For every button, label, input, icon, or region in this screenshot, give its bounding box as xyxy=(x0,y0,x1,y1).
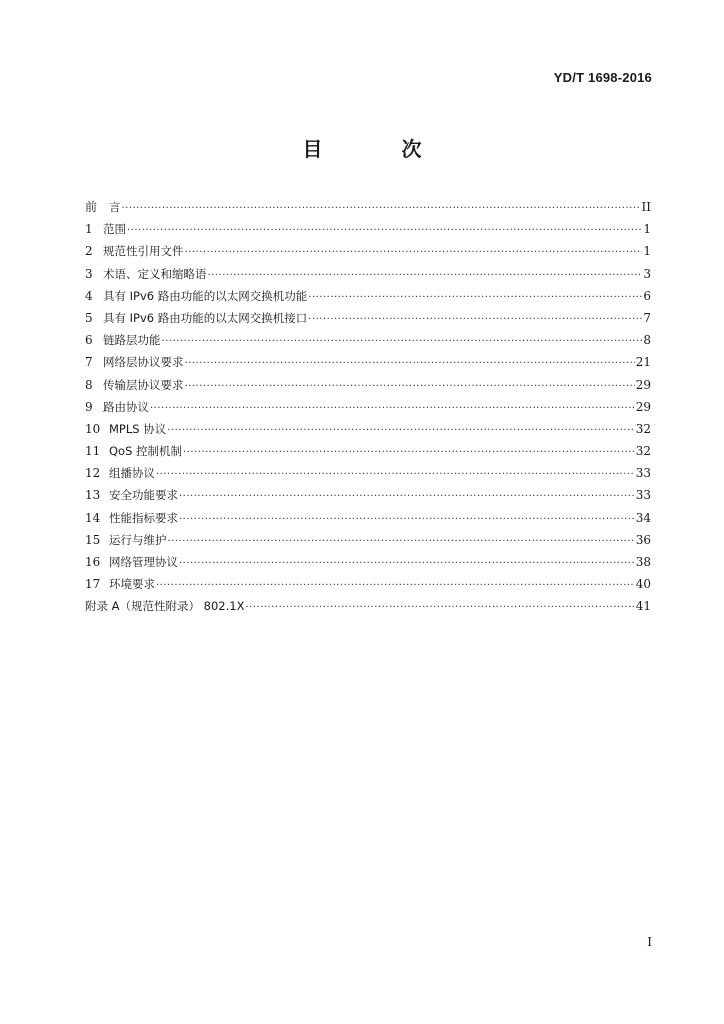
toc-entry-number: 16 xyxy=(85,555,101,569)
toc-entry-page: 32 xyxy=(635,444,651,459)
toc-leader-dots xyxy=(150,398,635,420)
toc-entry-page: II xyxy=(641,200,651,214)
toc-leader-dots xyxy=(156,464,635,486)
toc-leader-dots xyxy=(183,442,635,464)
toc-entry-number: 6 xyxy=(85,333,93,348)
toc-entry[interactable] xyxy=(85,396,651,418)
page-number: I xyxy=(647,935,652,949)
page-title: 目 次 xyxy=(302,137,458,161)
toc-entry-page: 36 xyxy=(635,532,651,547)
toc-entry[interactable] xyxy=(85,440,651,462)
toc-entry-number: 5 xyxy=(85,310,93,325)
toc-entry-page: 29 xyxy=(635,399,651,414)
toc-entry-title: 网络管理协议 xyxy=(109,555,178,569)
toc-leader-dots xyxy=(162,331,643,353)
toc-entry[interactable] xyxy=(85,263,651,285)
toc-entry-number: 前 xyxy=(85,200,98,214)
toc-leader-dots xyxy=(127,220,642,242)
toc-entry-page: 41 xyxy=(635,599,651,614)
toc-entry-title: 传输层协议要求 xyxy=(103,377,184,392)
toc-entry-page: 3 xyxy=(643,266,651,281)
toc-entry[interactable] xyxy=(85,484,651,506)
toc-entry[interactable] xyxy=(85,196,651,218)
toc-entry-number: 1 xyxy=(85,222,93,237)
toc-entry-number: 11 xyxy=(85,444,101,459)
table-of-contents xyxy=(85,196,651,618)
toc-entry[interactable] xyxy=(85,595,651,617)
toc-entry[interactable] xyxy=(85,218,651,240)
toc-leader-dots xyxy=(308,309,642,331)
toc-entry-title: 组播协议 xyxy=(109,466,155,481)
toc-entry-number: 4 xyxy=(85,288,93,303)
toc-entry[interactable] xyxy=(85,418,651,440)
toc-entry-page: 1 xyxy=(643,244,651,259)
toc-entry-title: 具有 IPv6 路由功能的以太网交换机功能 xyxy=(103,288,308,303)
toc-entry-title: 环境要求 xyxy=(109,577,155,592)
toc-leader-dots xyxy=(179,553,635,575)
toc-entry-title: 安全功能要求 xyxy=(109,488,178,503)
toc-entry-number: 17 xyxy=(85,577,101,592)
toc-leader-dots xyxy=(179,509,635,531)
toc-entry[interactable] xyxy=(85,307,651,329)
toc-entry[interactable] xyxy=(85,507,651,529)
toc-entry[interactable] xyxy=(85,351,651,373)
toc-entry-number: 8 xyxy=(85,377,93,392)
toc-entry[interactable] xyxy=(85,374,651,396)
toc-entry-page: 33 xyxy=(635,466,651,481)
toc-entry-page: 7 xyxy=(643,310,651,325)
toc-entry-title: MPLS 协议 xyxy=(109,421,167,436)
toc-leader-dots xyxy=(168,531,635,553)
toc-leader-dots xyxy=(308,287,642,309)
toc-entry[interactable] xyxy=(85,529,651,551)
toc-leader-dots xyxy=(156,575,635,597)
toc-entry-page: 6 xyxy=(643,288,651,303)
toc-entry-title: 规范性引用文件 xyxy=(103,244,184,259)
toc-leader-dots xyxy=(179,486,635,508)
toc-entry-page: 1 xyxy=(643,222,651,237)
toc-entry-page: 33 xyxy=(635,488,651,503)
toc-entry-page: 34 xyxy=(635,510,651,525)
toc-entry-title: 运行与维护 xyxy=(109,532,167,547)
toc-entry-page: 32 xyxy=(635,421,651,436)
toc-entry-page: 8 xyxy=(643,333,651,348)
toc-entry-title: 附录 A（规范性附录） 802.1X xyxy=(85,599,245,614)
toc-entry-title: 网络层协议要求 xyxy=(103,355,184,370)
toc-entry-number: 7 xyxy=(85,355,93,370)
toc-entry[interactable] xyxy=(85,240,651,262)
toc-entry-title: 范围 xyxy=(103,222,126,237)
toc-entry-title: QoS 控制机制 xyxy=(109,444,183,459)
toc-entry-number: 10 xyxy=(85,421,101,436)
toc-entry-title: 性能指标要求 xyxy=(109,510,178,525)
toc-entry-page: 38 xyxy=(635,555,651,569)
toc-leader-dots xyxy=(167,420,634,442)
toc-leader-dots xyxy=(185,242,643,264)
toc-entry-number: 14 xyxy=(85,510,101,525)
toc-entry[interactable] xyxy=(85,462,651,484)
toc-entry-number: 3 xyxy=(85,266,93,281)
toc-leader-dots xyxy=(122,198,641,220)
toc-entry-title: 具有 IPv6 路由功能的以太网交换机接口 xyxy=(103,310,308,325)
toc-entry-title: 术语、定义和缩略语 xyxy=(103,266,207,281)
toc-leader-dots xyxy=(245,597,634,619)
toc-entry-number: 15 xyxy=(85,532,101,547)
toc-entry-number: 12 xyxy=(85,466,101,481)
toc-entry[interactable] xyxy=(85,551,651,573)
toc-entry-number: 2 xyxy=(85,244,93,259)
toc-entry-page: 29 xyxy=(635,377,651,392)
toc-leader-dots xyxy=(185,376,635,398)
toc-entry[interactable] xyxy=(85,573,651,595)
toc-entry-page: 21 xyxy=(635,355,651,370)
toc-entry-page: 40 xyxy=(635,577,651,592)
toc-leader-dots xyxy=(185,353,635,375)
toc-entry-title: 链路层功能 xyxy=(103,333,161,348)
toc-leader-dots xyxy=(208,265,643,287)
document-code: YD/T 1698-2016 xyxy=(553,70,652,85)
toc-entry[interactable] xyxy=(85,285,651,307)
toc-entry-title: 言 xyxy=(109,200,121,214)
toc-entry-number: 9 xyxy=(85,399,93,414)
toc-entry[interactable] xyxy=(85,329,651,351)
toc-entry-title: 路由协议 xyxy=(103,399,149,414)
toc-entry-number: 13 xyxy=(85,488,101,503)
